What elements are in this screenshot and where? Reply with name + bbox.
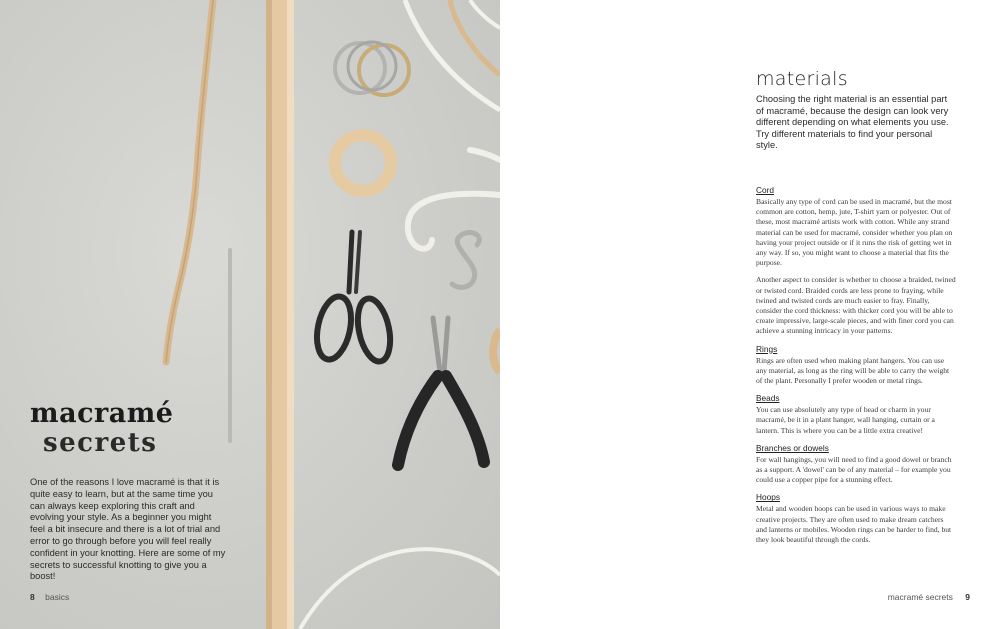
page-subtitle: secrets xyxy=(43,428,158,458)
page-title: macramé xyxy=(30,398,174,429)
material-title: Cord xyxy=(756,185,774,195)
material-section-beads xyxy=(756,393,956,436)
material-section-rings xyxy=(756,344,956,387)
material-title: Beads xyxy=(756,393,780,404)
material-paragraph: For wall hangings, you will need to find a good dowel or branch as a support. A 'dowel' can be of any material – for example you could use a copper pipe for a stunning effect. xyxy=(756,454,952,485)
scissors xyxy=(312,232,396,364)
material-section-branches xyxy=(756,443,956,486)
wooden-ring xyxy=(335,135,391,191)
page-number: 9 xyxy=(965,592,970,602)
running-section-label: basics xyxy=(45,592,70,602)
section-heading: materials xyxy=(756,68,848,90)
section-intro: Choosing the right material is an essential part of macramé, because the design can look very different depending on what elements you use. Try different materials to find your personal style. xyxy=(756,94,949,151)
material-title: Branches or dowels xyxy=(756,442,829,453)
material-title: Rings xyxy=(756,343,778,354)
running-section-label: macramé secrets xyxy=(887,592,953,602)
material-paragraph: You can use absolutely any type of bead or charm in your macramé, be it in a plant hanger, wall hanging, curtain or a lantern. This is where you can be a little extra creative! xyxy=(756,405,935,435)
material-section-hoops xyxy=(756,492,956,545)
pliers xyxy=(398,318,484,465)
right-folio xyxy=(888,592,970,602)
material-title: Hoops xyxy=(756,492,780,503)
page-number: 8 xyxy=(30,592,35,602)
crochet-hook xyxy=(228,248,232,443)
material-paragraph: Basically any type of cord can be used in macramé, but the most common are cotton, hemp, jute, T-shirt yarn or polyester. Out of these, most macramé artists work with cotton. While any strand material can be used for macramé, consider whether you plan on having your project outside or if it runs the risk of getting wet in any way. If so, you might want to choose a material that fits the purpose. xyxy=(756,197,953,268)
white-cord xyxy=(300,549,500,629)
material-paragraph: Another aspect to consider is whether to choose a braided, twined or twisted cord. Braided cords are less prone to fraying, while twined and twisted cords are much easier to fray. Finally, consider the cord thickness: with thicker cord you will be able to create impressive, large-scale pieces, and with finer cord you can achieve a stunning intricacy in your patterns. xyxy=(756,275,956,336)
material-section-cord xyxy=(756,185,956,337)
driftwood-branch xyxy=(166,0,213,362)
materials-list xyxy=(756,185,956,552)
left-folio xyxy=(30,592,69,602)
intro-paragraph: One of the reasons I love macramé is that it is quite easy to learn, but at the same time you can always keep exploring this craft and evolving your style. As a beginner you might feel a bit insecure and there is a lot of trial and error to go through before you will feel really confident in your knotting. Here are some of my secrets to successful knotting to give you a boost! xyxy=(30,477,226,582)
s-hook xyxy=(452,233,479,288)
material-paragraph: Rings are often used when making plant hangers. You can use any material, as long as the ring will be able to carry the weight of the plant. Personally I prefer wooden or metal rings. xyxy=(756,355,950,386)
s-hook xyxy=(408,194,500,249)
material-paragraph: Metal and wooden hoops can be used in various ways to make creative projects. They are often used to make dream catchers and lanterns or mobiles. Wooden rings can be harder to find, but they look beautiful through the cords. xyxy=(756,504,952,545)
wooden-hoop xyxy=(450,0,500,75)
